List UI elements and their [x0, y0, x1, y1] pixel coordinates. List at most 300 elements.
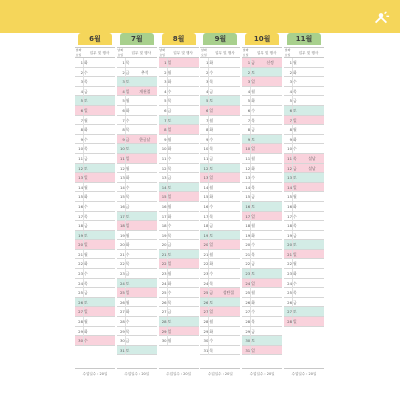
- weekday: 토: [84, 299, 88, 305]
- day-row[interactable]: [200, 77, 240, 87]
- month-column: [284, 58, 324, 327]
- weekday: 목: [167, 232, 172, 238]
- day-row[interactable]: [117, 68, 157, 78]
- day-row[interactable]: [242, 240, 282, 250]
- day-row[interactable]: [117, 125, 157, 135]
- day-row[interactable]: [75, 87, 115, 97]
- day-row[interactable]: [242, 279, 282, 289]
- day-row[interactable]: [75, 68, 115, 78]
- event-text: 설날: [308, 165, 316, 171]
- day-row[interactable]: [159, 135, 199, 145]
- day-row[interactable]: [284, 116, 324, 126]
- day-row[interactable]: [117, 212, 157, 222]
- day-number: 1: [164, 60, 167, 65]
- day-number: 26: [161, 299, 167, 305]
- day-row[interactable]: [75, 144, 115, 154]
- day-row[interactable]: [200, 346, 240, 356]
- weekday: 수: [84, 69, 88, 75]
- day-row[interactable]: [117, 279, 157, 289]
- day-row[interactable]: [117, 327, 157, 337]
- day-number: 26: [119, 299, 125, 305]
- day-number: 25: [119, 290, 125, 296]
- day-row[interactable]: [284, 317, 324, 327]
- day-number: 18: [203, 223, 209, 229]
- day-row[interactable]: [117, 307, 157, 317]
- day-number: 30: [119, 338, 125, 344]
- weekday: 토: [293, 175, 297, 181]
- day-row[interactable]: [200, 259, 240, 269]
- day-row[interactable]: [75, 327, 115, 337]
- weekday: 목: [167, 165, 172, 171]
- day-row[interactable]: [117, 202, 157, 212]
- day-row[interactable]: [75, 58, 115, 68]
- day-row[interactable]: [159, 279, 199, 289]
- day-row[interactable]: [200, 106, 240, 116]
- day-row[interactable]: [117, 183, 157, 193]
- weekday: 일: [293, 117, 297, 123]
- day-row[interactable]: [159, 106, 199, 116]
- day-row[interactable]: [200, 116, 240, 126]
- weekday: 일: [167, 127, 172, 133]
- day-number: 5: [164, 98, 167, 104]
- weekday: 일: [167, 194, 172, 200]
- month-column: [75, 58, 115, 346]
- day-row[interactable]: [75, 135, 115, 145]
- weekday: 토: [125, 347, 130, 353]
- day-row[interactable]: [117, 221, 157, 231]
- day-number: 23: [119, 271, 125, 277]
- day-number: 5: [122, 98, 125, 104]
- month-tab[interactable]: 9월: [203, 33, 237, 45]
- day-row[interactable]: [75, 298, 115, 308]
- weekday: 금: [84, 155, 88, 161]
- day-row[interactable]: [200, 164, 240, 174]
- weekday: 금: [125, 271, 130, 277]
- day-row[interactable]: [284, 135, 324, 145]
- day-row[interactable]: [284, 58, 324, 68]
- day-row[interactable]: [159, 77, 199, 87]
- top-banner: [0, 0, 400, 33]
- day-row[interactable]: [284, 231, 324, 241]
- day-row[interactable]: [75, 164, 115, 174]
- day-row[interactable]: [75, 212, 115, 222]
- day-row[interactable]: [284, 307, 324, 317]
- day-row[interactable]: [284, 288, 324, 298]
- day-row[interactable]: [159, 250, 199, 260]
- day-row[interactable]: [200, 231, 240, 241]
- day-row[interactable]: [75, 96, 115, 106]
- day-row[interactable]: [284, 144, 324, 154]
- day-row[interactable]: [117, 116, 157, 126]
- day-number: 24: [119, 280, 125, 286]
- day-row[interactable]: [200, 154, 240, 164]
- day-row[interactable]: [159, 336, 199, 346]
- day-row[interactable]: [242, 154, 282, 164]
- day-row[interactable]: [117, 58, 157, 68]
- day-row[interactable]: [117, 317, 157, 327]
- day-row[interactable]: [117, 298, 157, 308]
- day-row[interactable]: [242, 144, 282, 154]
- day-row[interactable]: [159, 87, 199, 97]
- day-row[interactable]: [159, 68, 199, 78]
- day-row[interactable]: [242, 269, 282, 279]
- day-number: 7: [122, 117, 125, 123]
- day-row[interactable]: [75, 279, 115, 289]
- day-row[interactable]: [242, 346, 282, 356]
- day-row[interactable]: [284, 183, 324, 193]
- day-number: 9: [289, 136, 292, 142]
- day-row[interactable]: [75, 192, 115, 202]
- column-header: [200, 47, 240, 58]
- day-row[interactable]: [242, 307, 282, 317]
- day-row[interactable]: [200, 202, 240, 212]
- day-number: 6: [122, 107, 125, 113]
- day-row[interactable]: [200, 221, 240, 231]
- day-number: 20: [78, 242, 83, 248]
- day-row[interactable]: [242, 135, 282, 145]
- day-row[interactable]: [159, 298, 199, 308]
- day-number: 16: [203, 203, 209, 209]
- day-row[interactable]: [200, 144, 240, 154]
- weekday: 금: [251, 127, 255, 133]
- day-row[interactable]: [117, 336, 157, 346]
- weekday: 월: [167, 69, 172, 75]
- day-row[interactable]: [200, 183, 240, 193]
- day-row[interactable]: [75, 336, 115, 346]
- day-row[interactable]: [159, 288, 199, 298]
- day-row[interactable]: [75, 173, 115, 183]
- weekday: 목: [251, 319, 255, 325]
- day-row[interactable]: [242, 336, 282, 346]
- day-number: 9: [164, 136, 167, 142]
- day-row[interactable]: [159, 58, 199, 68]
- day-number: 6: [247, 107, 251, 113]
- school-days-count: 수업일수 : 20일: [159, 368, 199, 378]
- day-row[interactable]: [159, 202, 199, 212]
- day-number: 7: [80, 117, 83, 123]
- day-number: 6: [289, 107, 292, 113]
- weekday: 일: [125, 155, 130, 161]
- day-row[interactable]: [159, 317, 199, 327]
- day-row[interactable]: [159, 259, 199, 269]
- day-row[interactable]: [242, 317, 282, 327]
- day-number: 8: [205, 127, 209, 133]
- day-row[interactable]: [200, 135, 240, 145]
- day-number: 16: [78, 203, 83, 209]
- day-row[interactable]: [75, 125, 115, 135]
- weekday: 월: [84, 251, 88, 257]
- day-row[interactable]: [284, 173, 324, 183]
- day-row[interactable]: [242, 231, 282, 241]
- weekday: 일: [251, 347, 255, 353]
- day-row[interactable]: [117, 164, 157, 174]
- day-row[interactable]: [75, 221, 115, 231]
- weekday: 일: [209, 309, 214, 315]
- month-tab[interactable]: 11월: [287, 33, 321, 45]
- day-row[interactable]: [159, 307, 199, 317]
- weekday: 수: [209, 271, 214, 277]
- day-row[interactable]: [284, 259, 324, 269]
- event-text: 한글날: [139, 136, 151, 142]
- day-number: 7: [164, 117, 167, 123]
- day-row[interactable]: [284, 106, 324, 116]
- day-row[interactable]: [117, 269, 157, 279]
- day-row[interactable]: [242, 221, 282, 231]
- date-weekday-header: 날짜 요일: [284, 48, 291, 57]
- day-row[interactable]: [200, 173, 240, 183]
- day-number: 16: [245, 203, 251, 209]
- day-row[interactable]: [75, 231, 115, 241]
- day-number: 12: [287, 165, 292, 171]
- day-row[interactable]: [200, 327, 240, 337]
- day-row[interactable]: [242, 68, 282, 78]
- day-row[interactable]: [200, 58, 240, 68]
- weekday: 일: [251, 280, 255, 286]
- day-row[interactable]: [75, 250, 115, 260]
- day-row[interactable]: [117, 135, 157, 145]
- day-row[interactable]: [200, 192, 240, 202]
- weekday: 목: [125, 194, 130, 200]
- day-row[interactable]: [284, 77, 324, 87]
- day-row[interactable]: [159, 212, 199, 222]
- day-number: 18: [161, 223, 167, 229]
- weekday: 토: [293, 107, 297, 113]
- school-days-count: 수업일수 : 20일: [242, 368, 282, 378]
- day-row[interactable]: [159, 327, 199, 337]
- day-row[interactable]: [200, 240, 240, 250]
- weekday: 토: [167, 117, 172, 123]
- day-row[interactable]: [200, 250, 240, 260]
- weekday: 수: [251, 309, 255, 315]
- day-row[interactable]: [159, 221, 199, 231]
- day-row[interactable]: [200, 288, 240, 298]
- weekday: 목: [84, 79, 88, 85]
- day-row[interactable]: [200, 336, 240, 346]
- weekday: 수: [84, 271, 88, 277]
- column-header: [159, 47, 199, 58]
- day-row[interactable]: [117, 154, 157, 164]
- weekday: 목: [209, 347, 214, 353]
- day-number: 28: [119, 319, 125, 325]
- weekday: 일: [293, 251, 297, 257]
- day-row[interactable]: [284, 192, 324, 202]
- day-row[interactable]: [242, 116, 282, 126]
- day-row[interactable]: [284, 96, 324, 106]
- day-row[interactable]: [117, 96, 157, 106]
- weekday: 수: [293, 79, 297, 85]
- weekday: 월: [167, 338, 172, 344]
- day-row[interactable]: [284, 221, 324, 231]
- day-row[interactable]: [242, 202, 282, 212]
- weekday: 목: [125, 60, 130, 65]
- day-row[interactable]: [284, 154, 324, 164]
- day-row[interactable]: [117, 87, 157, 97]
- day-row[interactable]: [75, 202, 115, 212]
- day-row[interactable]: [117, 250, 157, 260]
- day-row[interactable]: [159, 231, 199, 241]
- weekday: 일: [125, 290, 130, 296]
- day-number: 2: [247, 69, 251, 75]
- weekday: 금: [209, 88, 214, 94]
- day-row[interactable]: [159, 183, 199, 193]
- month-tab[interactable]: 7월: [120, 33, 154, 45]
- month-tab[interactable]: 10월: [245, 33, 279, 45]
- day-row[interactable]: [284, 269, 324, 279]
- day-row[interactable]: [242, 212, 282, 222]
- day-row[interactable]: [200, 269, 240, 279]
- day-row[interactable]: [284, 279, 324, 289]
- day-row[interactable]: [75, 317, 115, 327]
- day-row[interactable]: [117, 192, 157, 202]
- day-row[interactable]: [117, 106, 157, 116]
- day-row[interactable]: [75, 269, 115, 279]
- day-row[interactable]: [200, 307, 240, 317]
- day-row[interactable]: [75, 154, 115, 164]
- day-number: 11: [161, 155, 167, 161]
- day-row[interactable]: [75, 240, 115, 250]
- day-row[interactable]: [75, 307, 115, 317]
- day-row[interactable]: [200, 279, 240, 289]
- weekday: 화: [84, 261, 88, 267]
- day-number: 26: [287, 299, 292, 305]
- day-row[interactable]: [159, 116, 199, 126]
- day-row[interactable]: [159, 144, 199, 154]
- day-row[interactable]: [200, 87, 240, 97]
- day-row[interactable]: [284, 240, 324, 250]
- day-row[interactable]: [242, 192, 282, 202]
- day-number: 14: [203, 184, 209, 190]
- day-row[interactable]: [242, 77, 282, 87]
- day-row[interactable]: [200, 212, 240, 222]
- day-row[interactable]: [200, 317, 240, 327]
- weekday: 토: [125, 280, 130, 286]
- day-row[interactable]: [242, 106, 282, 116]
- day-row[interactable]: [284, 164, 324, 174]
- day-number: 28: [245, 319, 251, 325]
- day-row[interactable]: [159, 192, 199, 202]
- day-row[interactable]: [242, 250, 282, 260]
- weekday: 목: [209, 280, 214, 286]
- column-header: [75, 47, 115, 58]
- day-row[interactable]: [159, 164, 199, 174]
- day-row[interactable]: [242, 259, 282, 269]
- day-row[interactable]: [117, 346, 157, 356]
- weekday: 토: [251, 338, 255, 344]
- month-tab[interactable]: 6월: [78, 33, 112, 45]
- day-row[interactable]: [75, 77, 115, 87]
- day-row[interactable]: [242, 87, 282, 97]
- day-row[interactable]: [117, 240, 157, 250]
- day-number: 4: [289, 88, 292, 94]
- day-number: 31: [119, 347, 125, 353]
- day-row[interactable]: [242, 183, 282, 193]
- day-row[interactable]: [159, 154, 199, 164]
- day-number: 5: [247, 98, 251, 104]
- day-row[interactable]: [117, 77, 157, 87]
- day-number: 10: [161, 146, 167, 152]
- day-row[interactable]: [284, 125, 324, 135]
- weekday: 토: [125, 213, 130, 219]
- weekday: 금: [293, 232, 297, 238]
- day-row[interactable]: [242, 298, 282, 308]
- weekday: 일: [209, 242, 214, 248]
- day-number: 28: [203, 319, 209, 325]
- day-number: 2: [122, 69, 125, 75]
- day-row[interactable]: [159, 125, 199, 135]
- weekday: 토: [84, 98, 88, 104]
- day-number: 10: [78, 146, 83, 152]
- weekday: 수: [293, 280, 297, 286]
- day-row[interactable]: [200, 96, 240, 106]
- month-column: [200, 58, 240, 355]
- day-row[interactable]: [75, 259, 115, 269]
- weekday: 목: [84, 280, 88, 286]
- day-number: 13: [78, 175, 83, 181]
- day-row[interactable]: [159, 240, 199, 250]
- date-weekday-header: 날짜 요일: [75, 48, 82, 57]
- day-row[interactable]: [117, 173, 157, 183]
- day-row[interactable]: [75, 116, 115, 126]
- day-row[interactable]: [75, 106, 115, 116]
- day-row[interactable]: [117, 231, 157, 241]
- day-row[interactable]: [242, 327, 282, 337]
- day-row[interactable]: [117, 288, 157, 298]
- day-number: 6: [80, 107, 83, 113]
- day-row[interactable]: [284, 87, 324, 97]
- weekday: 월: [84, 319, 88, 325]
- day-row[interactable]: [284, 250, 324, 260]
- day-row[interactable]: [284, 212, 324, 222]
- weekday: 금: [125, 203, 130, 209]
- weekday: 금: [209, 290, 214, 296]
- day-row[interactable]: [242, 173, 282, 183]
- task-header: 업무 및 행사: [173, 51, 193, 55]
- day-row[interactable]: [75, 288, 115, 298]
- day-row[interactable]: [284, 68, 324, 78]
- weekday: 목: [167, 98, 172, 104]
- day-row[interactable]: [242, 164, 282, 174]
- weekday: 일: [251, 79, 255, 85]
- day-row[interactable]: [242, 125, 282, 135]
- day-row[interactable]: [117, 259, 157, 269]
- day-row[interactable]: [242, 288, 282, 298]
- day-row[interactable]: [200, 298, 240, 308]
- day-row[interactable]: [117, 144, 157, 154]
- day-row[interactable]: [284, 298, 324, 308]
- day-row[interactable]: [284, 202, 324, 212]
- day-number: 27: [245, 309, 251, 315]
- day-row[interactable]: [159, 96, 199, 106]
- month-tab[interactable]: 8월: [162, 33, 196, 45]
- day-row[interactable]: [200, 68, 240, 78]
- day-row[interactable]: [242, 58, 282, 68]
- day-row[interactable]: [242, 96, 282, 106]
- weekday: 화: [84, 328, 88, 334]
- day-number: 7: [247, 117, 251, 123]
- weekday: 금: [293, 98, 297, 104]
- weekday: 금: [167, 309, 172, 315]
- day-row[interactable]: [159, 173, 199, 183]
- weekday: 수: [209, 203, 214, 209]
- weekday: 수: [167, 290, 172, 296]
- day-number: 8: [247, 127, 251, 133]
- weekday: 토: [293, 242, 297, 248]
- day-row[interactable]: [75, 183, 115, 193]
- weekday: 금: [167, 175, 172, 181]
- day-row[interactable]: [159, 269, 199, 279]
- day-number: 24: [245, 280, 251, 286]
- day-row[interactable]: [200, 125, 240, 135]
